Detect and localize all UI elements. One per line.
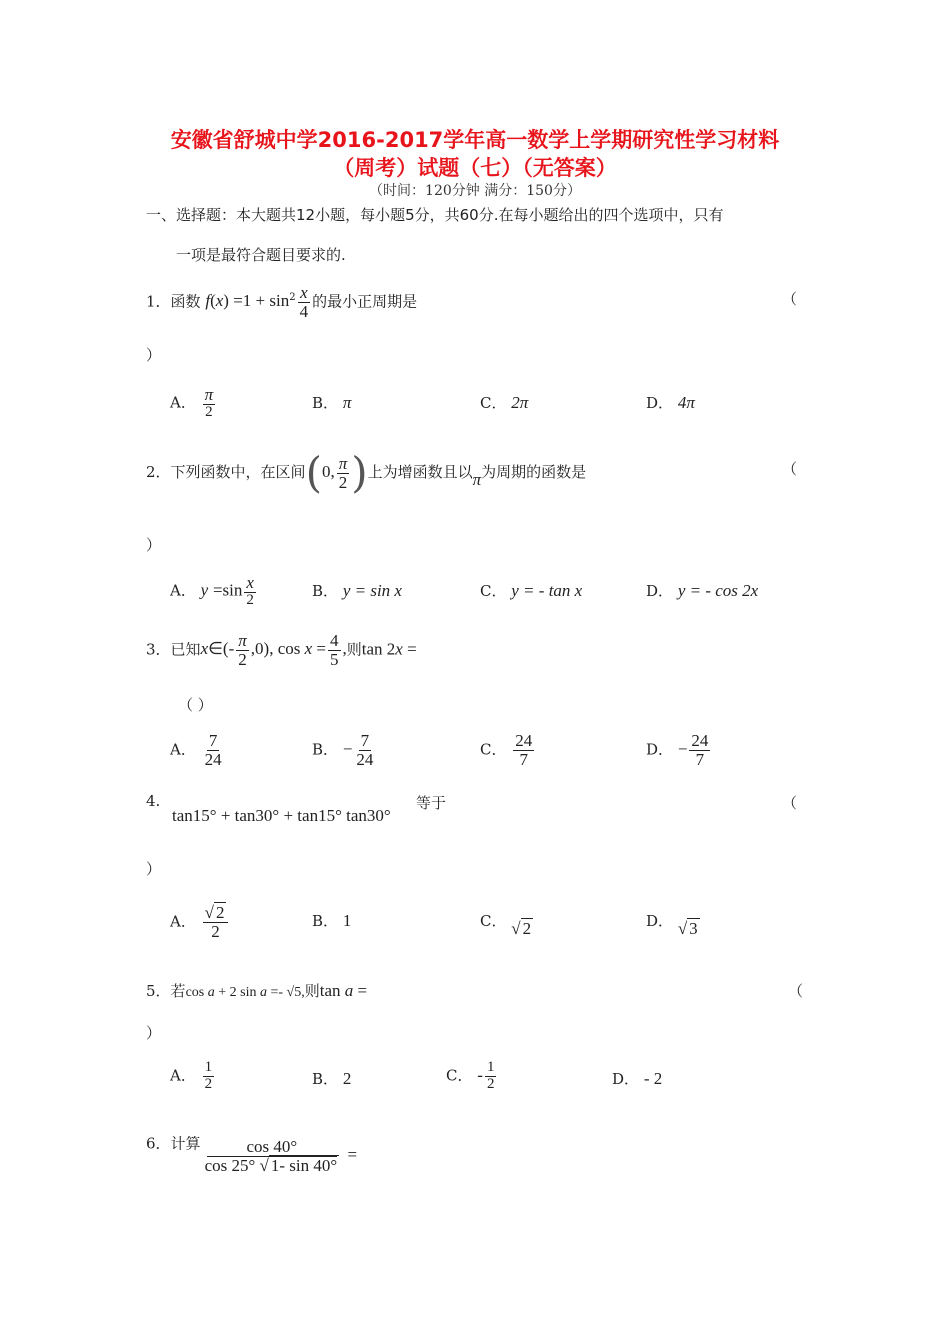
q5-option-c: C． - $\frac{1}{2}$ <box>446 1059 495 1092</box>
q4-option-b: B． 1 <box>312 911 352 930</box>
q2-open-paren: （ <box>782 460 798 478</box>
q1-option-c: C． 2π <box>480 393 529 412</box>
q1-number: 1． <box>146 292 171 311</box>
q5-number: 5． <box>146 982 171 1000</box>
q2-option-c: C． y = - tan x <box>480 581 583 600</box>
q6-number: 6． <box>146 1134 171 1153</box>
q5-then: 则 <box>304 982 320 1000</box>
q3-target: tan 2x = <box>361 639 417 659</box>
q4-close-paren: ） <box>146 860 162 878</box>
q4-expression: tan15° + tan30° + tan15° tan30° <box>172 806 391 825</box>
q3-option-c: C． $\frac{24}{7}$ <box>480 731 533 769</box>
q6-formula: $\frac{\cos 40^\circ}{\cos 25^\circ √ 1- \sin 40^\circ}$ <box>204 1137 338 1175</box>
q2-number: 2． <box>146 463 171 481</box>
question-1 <box>146 284 417 321</box>
q2-mid: 上为增函数且以 <box>367 463 473 481</box>
q3-formula: x∈(- $\frac{\pi}{2}$ ,0), cos x = $\frac{4}{5}$ , <box>200 631 347 669</box>
doc-title-line2: （周考）试题（七）（无答案） <box>333 156 617 180</box>
q4-post: 等于 <box>416 794 447 812</box>
doc-subtitle: （时间：120分钟 满分：150分） <box>369 183 581 199</box>
q5-open-paren: （ <box>788 982 804 1000</box>
q1-option-d: D． 4π <box>646 393 695 412</box>
q1-option-a: A． $\frac{\pi}{2}$ <box>170 385 214 420</box>
q2-option-a: A． y =sin $\frac{x}{2}$ <box>170 573 254 608</box>
q3-number: 3． <box>146 640 171 659</box>
section1-heading: 一、选择题：本大题共12小题，每小题5分，共60分.在每小题给出的四个选项中，只有 <box>146 206 724 224</box>
q5-option-b: B． 2 <box>312 1069 352 1088</box>
section1-heading-cont: 一项是最符合题目要求的. <box>176 246 346 264</box>
q5-formula: cos a + 2 sin a =- √5, <box>185 985 305 1000</box>
q5-target: tan a = <box>319 981 368 1000</box>
q2-pi: π <box>472 470 482 489</box>
q2-option-b: B． y = sin x <box>312 581 402 600</box>
q4-option-a: A． $\frac{√ 2}{2}$ <box>170 904 230 941</box>
q1-open-paren: （ <box>782 290 798 308</box>
q1-formula: $f(x) =1 + \sin^2$ $\frac{x}{4}$ <box>205 283 309 321</box>
q3-option-b: B． − $\frac{7}{24}$ <box>312 731 374 769</box>
q5-close-paren: ） <box>146 1024 162 1042</box>
question-5 <box>146 980 367 1001</box>
question-2 <box>146 448 587 497</box>
doc-title-line1: 安徽省舒城中学2016-2017学年高一数学上学期研究性学习材料 <box>170 128 780 152</box>
q1-option-b: B． π <box>312 393 352 412</box>
q2-interval: (0, $\frac{\pi}{2}$ ) <box>305 448 368 497</box>
q5-pre: 若 <box>170 982 186 1000</box>
q3-option-a: A． $\frac{7}{24}$ <box>170 731 222 769</box>
q6-pre: 计算 <box>170 1134 201 1153</box>
q4-number: 4. <box>146 792 161 810</box>
q2-close-paren: ） <box>146 536 162 554</box>
q4-open-paren: （ <box>782 794 798 812</box>
q5-option-a: A． $\frac{1}{2}$ <box>170 1059 213 1092</box>
q5-option-d: D． - 2 <box>612 1069 663 1088</box>
q3-blank-paren: （ ） <box>178 696 213 714</box>
q1-close-paren: ） <box>146 346 162 364</box>
q2-pre: 下列函数中，在区间 <box>170 463 306 481</box>
question-3 <box>146 632 417 669</box>
q3-pre: 已知 <box>170 640 201 659</box>
q1-pre: 函数 <box>170 292 201 311</box>
q3-option-d: D． − $\frac{24}{7}$ <box>646 731 709 769</box>
q2-option-d: D． y = - cos 2x <box>646 581 759 600</box>
q1-post: 的最小正周期是 <box>312 292 418 311</box>
question-6: 6．计算 $\frac{\cos 40^\circ}{\cos 25^\circ √ 1- \sin 40^\circ}$ = <box>146 1134 358 1175</box>
q3-then: 则 <box>346 640 362 659</box>
q4-option-d: D． √ 3 <box>646 912 698 938</box>
q4-option-c: C． √ 2 <box>480 912 532 938</box>
q2-post: 为周期的函数是 <box>481 463 587 481</box>
